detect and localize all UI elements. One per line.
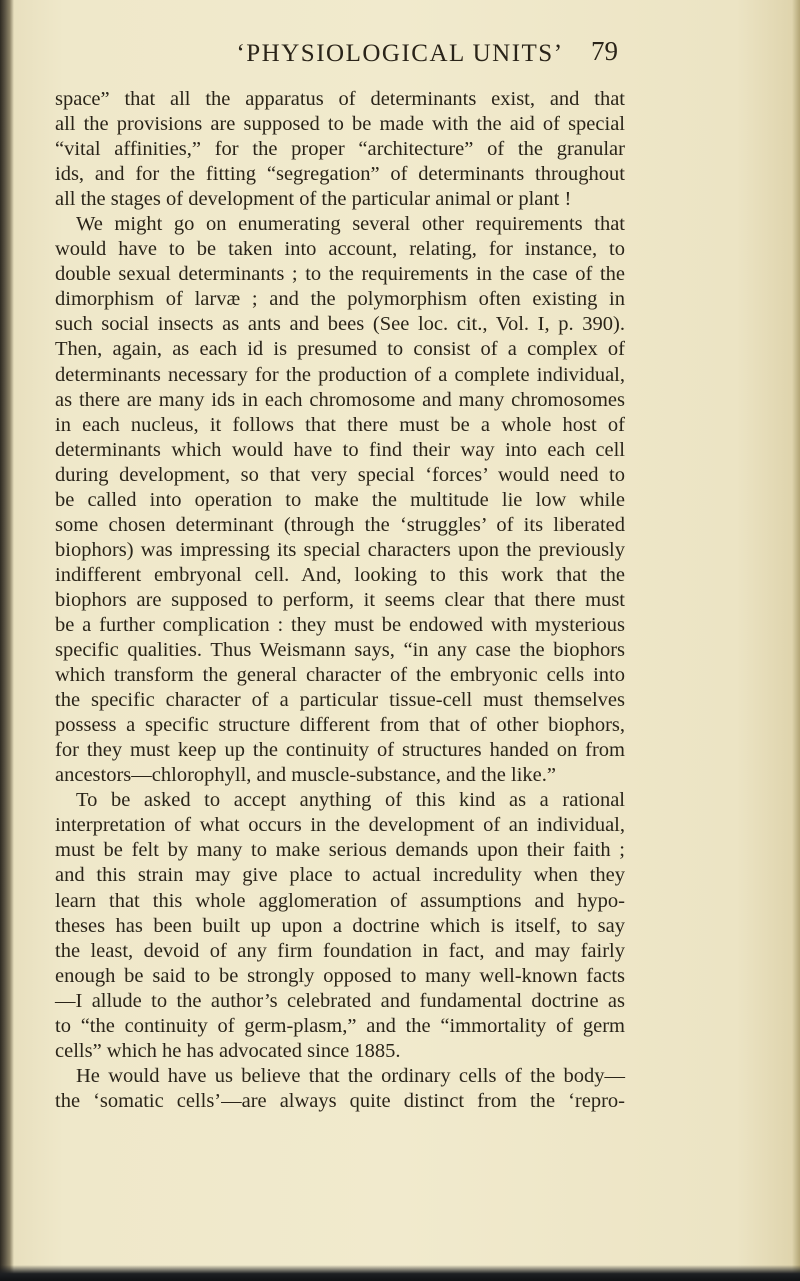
text-line: the ‘somatic cells’—are always quite distinct from the ‘repro- [55,1089,625,1112]
text-line: during development, so that very special ‘forces’ would need to [55,463,625,486]
text-line: space” that all the apparatus of determinants exist, and that [55,88,625,110]
text-line: He would have us believe that the ordinary cells of the body— [76,1064,625,1087]
text-line: all the stages of development of the particular animal or plant ! [55,188,572,211]
text-line: all the provisions are supposed to be made with the aid of special [55,113,625,136]
text-line: specific qualities. Thus Weismann says, “in any case the biophors [55,639,625,662]
text-line: which transform the general character of the embryonic cells into [55,664,625,687]
text-line: learn that this whole agglomeration of assumptions and hypo- [55,889,625,912]
text-line: “vital affinities,” for the proper “architecture” of the granular [55,138,625,161]
page-edge [792,0,800,1281]
text-line: biophors are supposed to perform, it seems clear that there must [55,588,625,611]
text-line: cells” which he has advocated since 1885. [55,1039,401,1062]
text-line: enough be said to be strongly opposed to many well-known facts [55,964,625,987]
text-line: in each nucleus, it follows that there must be a whole host of [55,413,625,436]
body-text [55,87,625,1114]
text-line: the specific character of a particular tissue-cell must themselves [55,689,625,712]
text-line: determinants necessary for the production of a complete individual, [55,363,625,386]
text-line: biophors) was impressing its special characters upon the previously [55,538,625,561]
text-line: determinants which would have to find their way into each cell [55,438,625,461]
text-line: possess a specific structure different from that of other biophors, [55,714,625,737]
text-line: be called into operation to make the multitude lie low while [55,488,625,511]
text-line: such social insects as ants and bees (See loc. cit., Vol. I, p. 390). [55,313,625,336]
text-line: interpretation of what occurs in the development of an individual, [55,814,625,837]
text-line: to “the continuity of germ-plasm,” and the “immortality of germ [55,1014,625,1037]
text-line: dimorphism of larvæ ; and the polymorphism often existing in [55,288,625,311]
text-line: Then, again, as each id is presumed to consist of a complex of [55,338,625,361]
text-line: —I allude to the author’s celebrated and fundamental doctrine as [55,989,625,1012]
text-line: indifferent embryonal cell. And, looking to this work that the [55,563,625,586]
text-line: and this strain may give place to actual incredulity when they [55,864,625,887]
running-head: ‘PHYSIOLOGICAL UNITS’ [236,40,564,67]
text-line: double sexual determinants ; to the requirements in the case of the [55,263,625,286]
text-line: some chosen determinant (through the ‘struggles’ of its liberated [55,513,625,536]
scan-bottom-edge [0,1265,800,1281]
text-line: We might go on enumerating several other requirements that [76,213,625,236]
text-line: as there are many ids in each chromosome and many chromosomes [55,388,625,411]
text-line: be a further complication : they must be endowed with mysterious [55,613,625,636]
text-line: To be asked to accept anything of this kind as a rational [76,789,625,812]
page-number: 79 [591,36,618,66]
text-line: must be felt by many to make serious demands upon their faith ; [55,839,625,862]
text-line: theses has been built up upon a doctrine which is itself, to say [55,914,625,937]
text-line: the least, devoid of any firm foundation in fact, and may fairly [55,939,625,962]
text-line: would have to be taken into account, relating, for instance, to [55,238,625,261]
text-line: for they must keep up the continuity of structures handed on from [55,739,625,762]
text-line: ids, and for the fitting “segregation” of determinants throughout [55,163,625,186]
book-spine-shadow [0,0,14,1281]
text-line: ancestors—chlorophyll, and muscle-substance, and the like.” [55,764,556,787]
